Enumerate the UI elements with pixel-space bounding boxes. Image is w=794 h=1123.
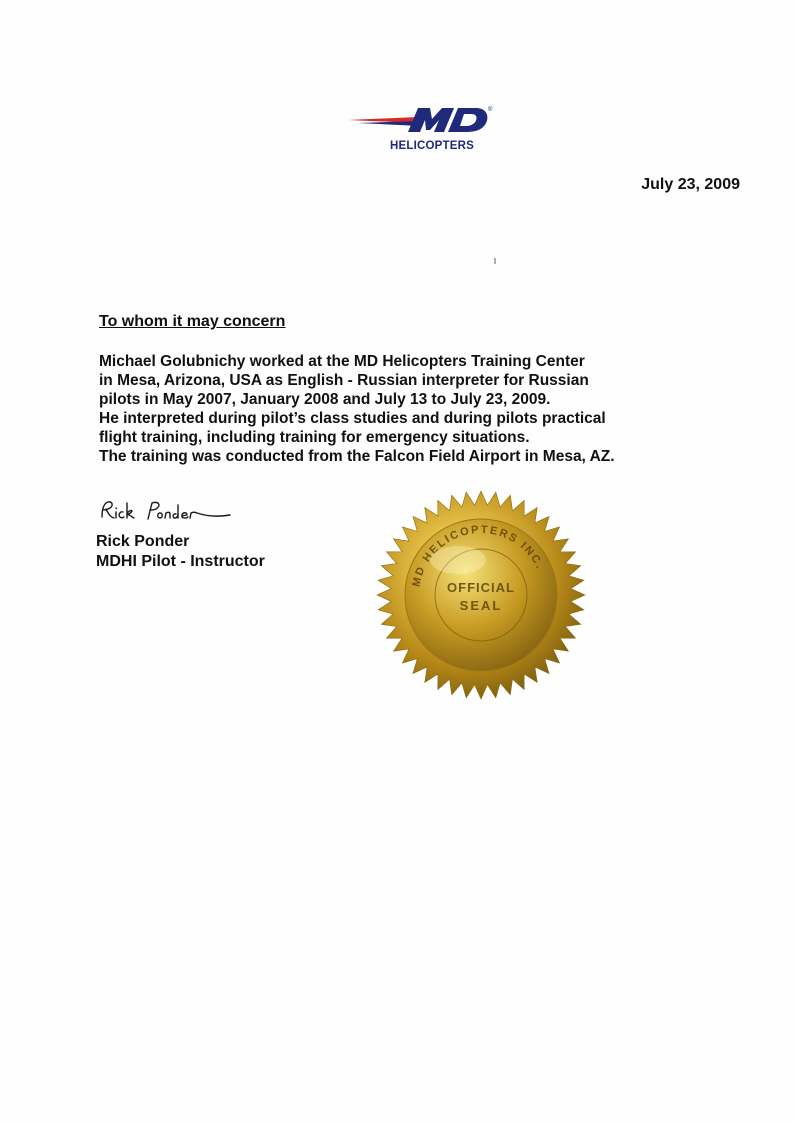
logo-caption: HELICOPTERS [390, 140, 474, 152]
seal-center-line2: SEAL [459, 598, 503, 613]
seal-center-line1: OFFICIAL [447, 580, 515, 595]
seal-ring-textpath: MD HELICOPTERS INC. [410, 523, 547, 588]
paper-speck [494, 258, 496, 264]
letter-date: July 23, 2009 [641, 176, 740, 193]
official-gold-seal [376, 490, 586, 700]
signer-block [96, 532, 265, 572]
body-line: Michael Golubnichy worked at the MD Helicopters Training Center [99, 353, 585, 370]
signer-title: MDHI Pilot - Instructor [96, 553, 265, 570]
letter-body [99, 352, 719, 466]
body-line: He interpreted during pilot’s class studies and during pilots practical [99, 410, 606, 427]
body-line: flight training, including training for emergency situations. [99, 429, 530, 446]
handwritten-signature [96, 497, 236, 529]
seal-outer-ring [405, 519, 557, 671]
signature-icon [96, 497, 236, 529]
md-logo-mark-icon [348, 104, 494, 144]
gold-seal-icon [376, 490, 586, 700]
signer-name: Rick Ponder [96, 533, 190, 550]
body-line: The training was conducted from the Falcon Field Airport in Mesa, AZ. [99, 448, 615, 465]
body-line: in Mesa, Arizona, USA as English - Russian interpreter for Russian [99, 372, 589, 389]
seal-shine [430, 546, 486, 574]
salutation: To whom it may concern [99, 313, 286, 330]
registered-mark: ® [488, 107, 493, 113]
body-line: pilots in May 2007, January 2008 and July 13 to July 23, 2009. [99, 391, 551, 408]
